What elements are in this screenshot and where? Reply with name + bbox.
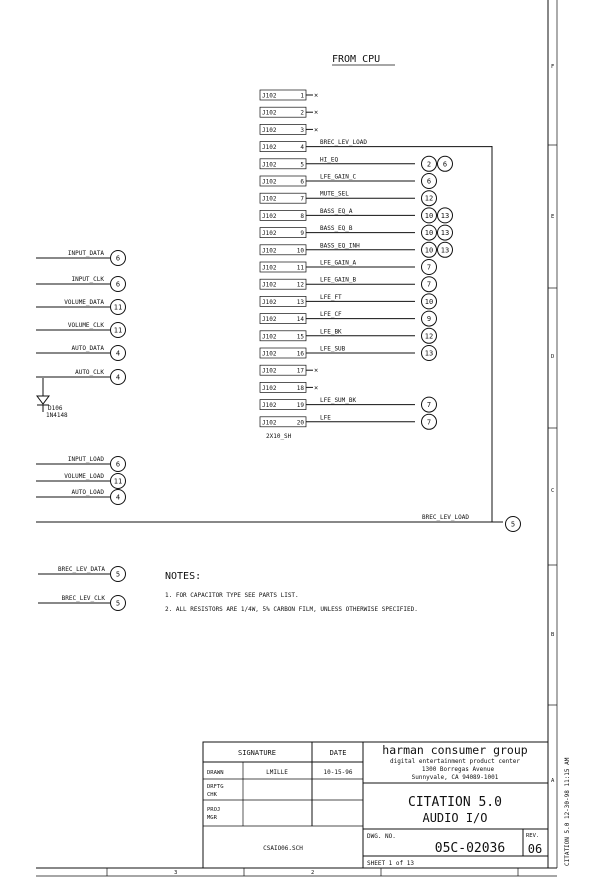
pin-ref: J102 (262, 178, 277, 186)
drawn-label: DRAWN (207, 770, 224, 776)
rev-label: REV. (526, 833, 540, 839)
connector-pin-4 (260, 139, 492, 152)
signal-ref-number: 6 (115, 280, 121, 289)
pin-ref: J102 (262, 316, 277, 324)
zone-label-e: E (551, 214, 555, 220)
pin-ref: J102 (262, 195, 277, 203)
diode-part: 1N4148 (46, 412, 68, 419)
pin-ref-number: 7 (426, 263, 432, 272)
pin-ref: J102 (262, 264, 277, 272)
pin-signal-label: LFE_SUB (320, 345, 346, 353)
connector-pin-10 (260, 242, 453, 257)
from-cpu-heading: FROM CPU (332, 54, 381, 65)
pin-number: 16 (296, 350, 304, 358)
pin-ref: J102 (262, 333, 277, 341)
pin-ref-number: 6 (442, 160, 448, 169)
signal-label: BREC_LEV_CLK (61, 595, 105, 602)
brec-left-brec-lev-clk (38, 595, 126, 611)
brec-lev-load-ref: 5 (510, 520, 516, 529)
left-signal-group (36, 250, 126, 385)
signal-ref-number: 5 (115, 599, 121, 608)
pin-ref: J102 (262, 161, 277, 169)
left-signal-volume-data (36, 299, 126, 315)
pin-ref-number: 2 (426, 160, 432, 169)
load-signal-group (36, 456, 126, 505)
pin-ref: J102 (262, 126, 277, 134)
diode-symbol (37, 396, 49, 404)
pin-ref-number: 10 (424, 297, 434, 306)
load-signal-auto-load (36, 489, 126, 505)
pin-number: 8 (300, 212, 304, 220)
pin-number: 15 (296, 333, 304, 341)
revision: 06 (527, 842, 543, 856)
pin-ref-number: 6 (426, 177, 432, 186)
side-stamp: CITATION 5.0 12-30-98 11:15 AM (564, 757, 571, 866)
pin-signal-label: LFE_FT (320, 293, 342, 301)
pin-ref-number: 12 (424, 332, 434, 341)
connector-pin-16 (260, 346, 437, 361)
pin-number: 5 (300, 161, 304, 169)
zone-label-b: B (551, 632, 555, 638)
pin-signal-label: LFE_SUM_BK (320, 397, 357, 405)
brec-left-group (38, 566, 126, 611)
connector-pin-6 (260, 174, 437, 189)
pin-number: 3 (300, 126, 304, 134)
pin-number: 2 (300, 109, 304, 117)
company-address-2: Sunnyvale, CA 94089-1001 (411, 774, 499, 781)
pin-number: 18 (296, 384, 304, 392)
signal-label: AUTO_CLK (75, 369, 104, 376)
connector-pin-2 (260, 107, 318, 117)
pin-ref: J102 (262, 281, 277, 289)
schematic-filename: CSAIO06.SCH (263, 845, 303, 852)
pin-signal-label: LFE_GAIN_A (320, 259, 357, 267)
signal-ref-number: 4 (115, 493, 121, 502)
signal-label: INPUT_LOAD (67, 456, 104, 463)
company-address-1: 1300 Borregas Avenue (421, 766, 495, 773)
left-signal-input-clk (36, 276, 126, 292)
connector-pin-12 (260, 277, 437, 292)
company-name: harman consumer group (382, 743, 528, 757)
pin-ref-number: 7 (426, 418, 432, 427)
connector-pin-11 (260, 260, 437, 275)
connector-j102 (260, 90, 492, 429)
drawing-title-2: AUDIO I/O (422, 811, 488, 825)
dwg-no-label: DWG. NO. (367, 833, 396, 840)
brec-lev-load-right-label: BREC_LEV_LOAD (422, 514, 469, 521)
title-block (203, 742, 548, 868)
drawn-name: LMILLE (266, 769, 288, 776)
connector-pin-9 (260, 225, 453, 240)
signal-ref-number: 5 (115, 570, 121, 579)
pin-signal-label: MUTE_SEL (320, 190, 349, 198)
pin-ref-number: 12 (424, 194, 434, 203)
left-signal-auto-clk (36, 369, 126, 385)
zone-label-d: D (551, 354, 555, 360)
pin-ref: J102 (262, 92, 277, 100)
dftg-label: DRFTG (207, 784, 224, 790)
zone-label-3: 3 (174, 870, 178, 876)
pin-number: 9 (300, 230, 304, 238)
signal-ref-number: 6 (115, 460, 121, 469)
signal-ref-number: 4 (115, 373, 121, 382)
pin-ref: J102 (262, 247, 277, 255)
signal-label: VOLUME_DATA (64, 299, 104, 306)
signal-label: VOLUME_LOAD (64, 473, 104, 480)
no-connect-mark: × (314, 383, 319, 392)
date-header: DATE (329, 749, 347, 757)
pin-signal-label: LFE_GAIN_C (320, 173, 357, 181)
brec-left-brec-lev-data (38, 566, 126, 582)
diode-d106 (37, 378, 68, 419)
signal-label: INPUT_CLK (71, 276, 104, 283)
pin-ref-number: 13 (440, 211, 450, 220)
signal-label: INPUT_DATA (67, 250, 104, 257)
zone-label-a: A (551, 778, 555, 784)
connector-pin-8 (260, 208, 453, 223)
pin-signal-label: LFE_BK (320, 328, 342, 336)
mgr-label: MGR (207, 815, 217, 821)
pin-ref: J102 (262, 144, 277, 152)
no-connect-mark: × (314, 108, 319, 117)
pin-ref: J102 (262, 212, 277, 220)
load-signal-input-load (36, 456, 126, 472)
left-signal-volume-clk (36, 322, 126, 338)
connector-pin-15 (260, 328, 437, 343)
signal-ref-number: 11 (113, 477, 123, 486)
pin-number: 19 (296, 402, 304, 410)
pin-ref-number: 10 (424, 211, 434, 220)
pin-signal-label: BASS_EQ_A (320, 207, 353, 215)
left-signal-auto-data (36, 345, 126, 361)
pin-ref: J102 (262, 419, 277, 427)
connector-pin-3 (260, 124, 318, 134)
signal-label: AUTO_DATA (71, 345, 104, 352)
pin-ref: J102 (262, 367, 277, 375)
connector-part-label: 2X10_SH (266, 433, 292, 440)
connector-pin-13 (260, 294, 437, 309)
connector-pin-18 (260, 382, 318, 392)
connector-pin-7 (260, 191, 437, 206)
diode-ref: D106 (48, 405, 63, 412)
pin-signal-label: BASS_EQ_INH (320, 242, 360, 250)
notes-block (165, 571, 418, 613)
signal-label: VOLUME_CLK (67, 322, 104, 329)
pin-number: 14 (296, 316, 304, 324)
sheet-number: SHEET 1 of 13 (367, 860, 414, 867)
pin-number: 12 (296, 281, 304, 289)
connector-pin-1 (260, 90, 318, 100)
pin-ref-number: 13 (440, 229, 450, 238)
signal-ref-number: 11 (113, 303, 123, 312)
note-1: 1. FOR CAPACITOR TYPE SEE PARTS LIST. (165, 592, 299, 599)
pin-signal-label: HI_EQ (320, 156, 339, 164)
pin-signal-label: LFE_CF (320, 311, 342, 319)
signal-ref-number: 4 (115, 349, 121, 358)
pin-signal-label: BASS_EQ_B (320, 225, 353, 233)
pin-ref-number: 13 (440, 246, 450, 255)
pin-ref-number: 10 (424, 246, 434, 255)
company-division: digital entertainment product center (389, 758, 521, 765)
pin-ref: J102 (262, 350, 277, 358)
brec-lev-load-bus (36, 146, 521, 532)
pin-ref-number: 10 (424, 229, 434, 238)
pin-signal-label: BREC_LEV_LOAD (320, 139, 367, 147)
pin-number: 17 (296, 367, 304, 375)
pin-number: 13 (296, 298, 304, 306)
signal-label: AUTO_LOAD (71, 489, 104, 496)
no-connect-mark: × (314, 91, 319, 100)
zone-label-c: C (551, 488, 555, 494)
pin-ref: J102 (262, 109, 277, 117)
no-connect-mark: × (314, 366, 319, 375)
no-connect-mark: × (314, 125, 319, 134)
pin-ref: J102 (262, 402, 277, 410)
pin-number: 6 (300, 178, 304, 186)
connector-pin-14 (260, 311, 437, 326)
connector-pin-20 (260, 414, 437, 429)
pin-number: 4 (300, 144, 304, 152)
drawing-title-1: CITATION 5.0 (408, 795, 502, 810)
zone-label-2: 2 (311, 870, 315, 876)
zone-label-f: F (551, 64, 555, 70)
pin-ref: J102 (262, 384, 277, 392)
pin-number: 10 (296, 247, 304, 255)
proj-label: PROJ (207, 807, 221, 813)
pin-ref: J102 (262, 230, 277, 238)
pin-number: 20 (296, 419, 304, 427)
left-signal-input-data (36, 250, 126, 266)
drawing-number: 05C-02036 (434, 841, 506, 856)
pin-ref-number: 7 (426, 401, 432, 410)
notes-title: NOTES: (165, 571, 202, 582)
connector-pin-5 (260, 156, 453, 171)
pin-signal-label: LFE (320, 414, 331, 422)
pin-signal-label: LFE_GAIN_B (320, 276, 357, 284)
signal-ref-number: 6 (115, 254, 121, 263)
signal-label: BREC_LEV_DATA (58, 566, 105, 573)
pin-ref: J102 (262, 298, 277, 306)
pin-number: 1 (300, 92, 304, 100)
note-2: 2. ALL RESISTORS ARE 1/4W, 5% CARBON FILM, UNLESS OTHERWISE SPECIFIED. (165, 606, 418, 613)
connector-pin-17 (260, 365, 318, 375)
pin-ref-number: 13 (424, 349, 434, 358)
chk-label: CHK (207, 792, 217, 798)
signature-header: SIGNATURE (238, 749, 276, 757)
pin-number: 7 (300, 195, 304, 203)
drawn-date: 10-15-96 (323, 769, 353, 776)
pin-number: 11 (296, 264, 304, 272)
pin-ref-number: 7 (426, 280, 432, 289)
signal-ref-number: 11 (113, 326, 123, 335)
load-signal-volume-load (36, 473, 126, 489)
connector-pin-19 (260, 397, 437, 412)
pin-ref-number: 9 (426, 315, 432, 324)
